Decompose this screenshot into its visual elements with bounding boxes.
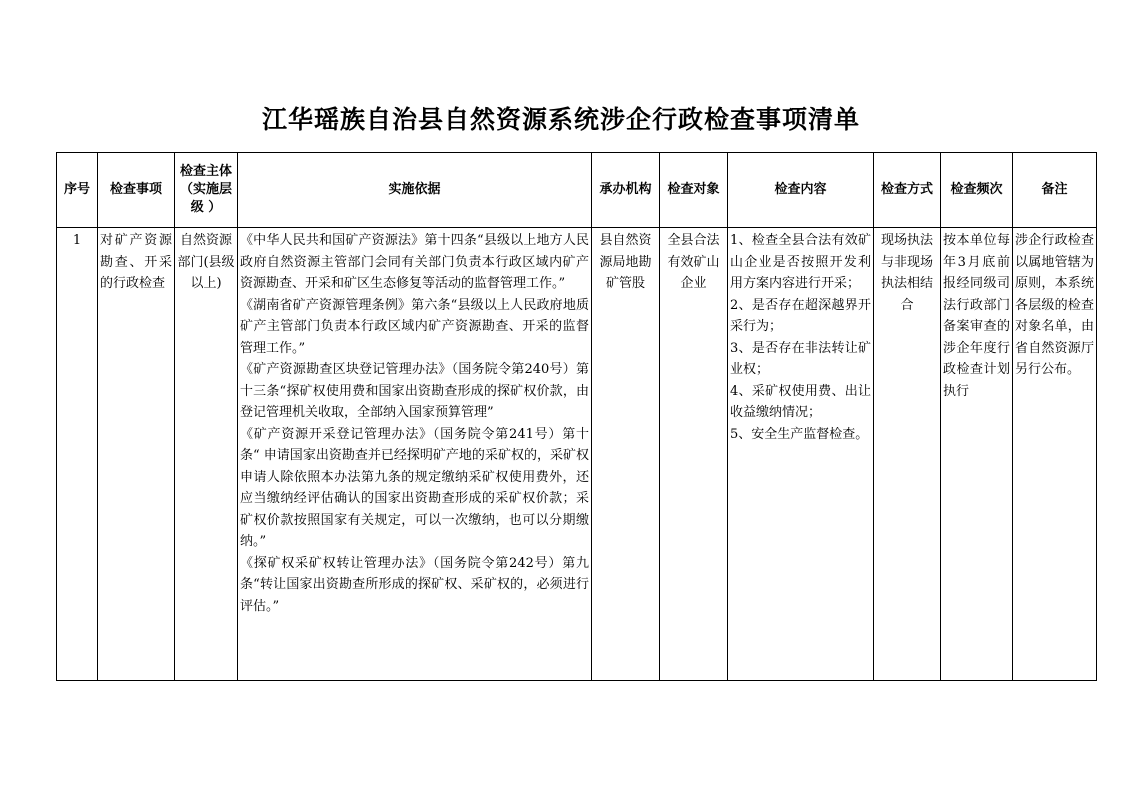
header-basis: 实施依据 [238,153,592,228]
content-item: 5、安全生产监督检查。 [730,426,869,442]
basis-paragraph: 《矿产资源开采登记管理办法》（国务院令第241号）第十条“ 申请国家出资勘查并已经探明矿产地的采矿权的，采矿权申请人除依照本办法第九条的规定缴纳采矿权使用费外，还应当缴纳经评估确认的国家出资勘查形成的采矿权价款；采矿权价款按照国家有关规定，可以一次缴纳，也可以分期缴纳。” [240,426,589,549]
header-remarks: 备注 [1013,153,1097,228]
header-frequency: 检查频次 [941,153,1013,228]
cell-index: 1 [57,228,98,681]
basis-paragraph: 《湖南省矿产资源管理条例》第六条“县级以上人民政府地质矿产主管部门负责本行政区域内矿产资源勘查、开采的监督管理工作。” [240,297,589,356]
header-index: 序号 [57,153,98,228]
header-target: 检查对象 [660,153,728,228]
header-agency: 承办机构 [592,153,660,228]
cell-basis [238,228,592,681]
basis-paragraph: 《中华人民共和国矿产资源法》第十四条“县级以上地方人民政府自然资源主管部门会同有关部门负责本行政区域内矿产资源勘查、开采和矿区生态修复等活动的监督管理工作。” [240,233,589,291]
content-item: 2、是否存在超深越界开采行为； [730,297,871,334]
document-title: 江华瑶族自治县自然资源系统涉企行政检查事项清单 [261,105,860,134]
cell-frequency: 按本单位每年3月底前报经同级司法行政部门备案审查的涉企年度行政检查计划执行 [941,228,1013,681]
header-subject: 检查主体（实施层级 ） [175,153,238,228]
header-item: 检查事项 [98,153,175,228]
cell-target: 全县合法有效矿山企业 [660,228,728,681]
basis-paragraph: 《探矿权采矿权转让管理办法》（国务院令第242号）第九条“转让国家出资勘查所形成的探矿权、采矿权的，必须进行评估。” [240,555,589,614]
table-header-row [57,153,1097,228]
cell-content [728,228,874,681]
content-item: 1、检查全县合法有效矿山企业是否按照开发利用方案内容进行开采； [730,233,871,291]
cell-method: 现场执法与非现场执法相结合 [874,228,941,681]
table-row [57,228,1097,681]
basis-paragraph: 《矿产资源勘查区块登记管理办法》（国务院令第240号）第十三条“探矿权使用费和国家出资勘查形成的探矿权价款，由登记管理机关收取，全部纳入国家预算管理” [240,362,589,420]
cell-item: 对矿产资源勘查、开采的行政检查 [98,228,175,681]
content-item: 4、采矿权使用费、出让收益缴纳情况； [730,383,871,420]
cell-subject: 自然资源部门(县级以上) [175,228,238,681]
cell-remarks: 涉企行政检查以属地管辖为原则，本系统各层级的检查对象名单，由省自然资源厅另行公布。 [1013,228,1097,681]
header-method: 检查方式 [874,153,941,228]
header-content: 检查内容 [728,153,874,228]
cell-agency: 县自然资源局地勘矿管股 [592,228,660,681]
content-item: 3、是否存在非法转让矿业权； [730,340,871,377]
inspection-table [56,152,1097,681]
